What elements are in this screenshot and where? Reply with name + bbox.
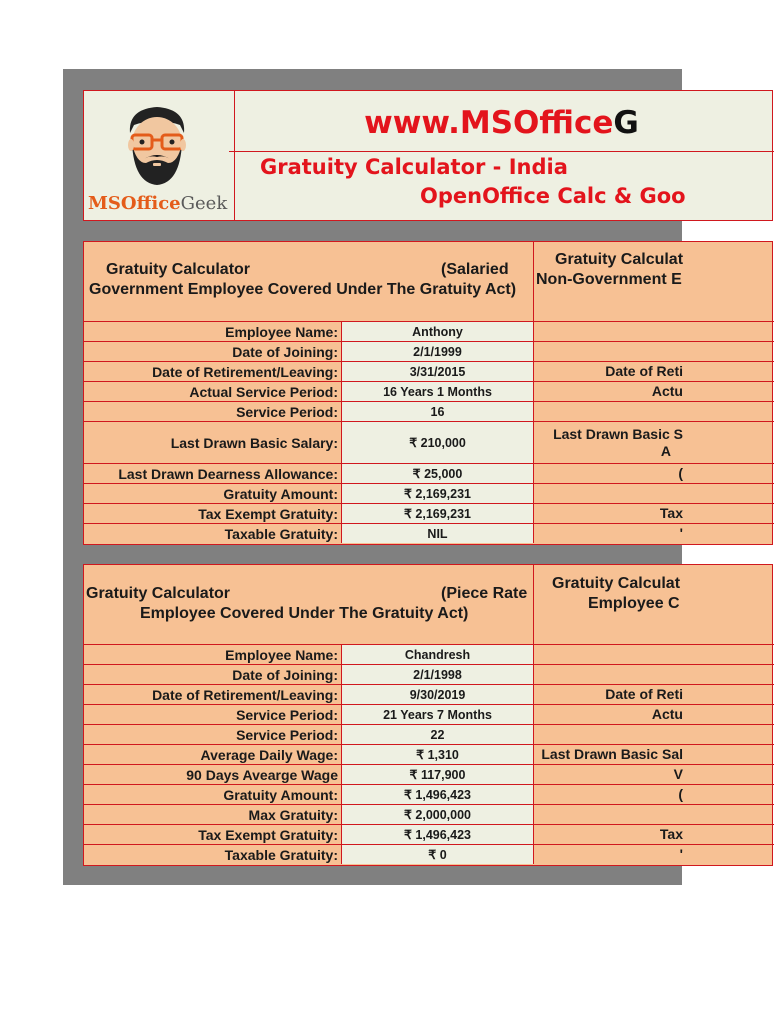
table-row <box>84 844 774 864</box>
right-label-line: Last Drawn Basic Sal <box>541 746 683 762</box>
right-field-label-text <box>553 426 683 460</box>
salaried-calculator-card <box>83 241 773 545</box>
subtitle-platforms: OpenOffice Calc & Goo <box>420 184 686 208</box>
right-label-line: ( <box>678 786 683 802</box>
right-field-label <box>534 765 683 784</box>
right-field-label-text <box>605 363 683 380</box>
right-field-label <box>534 745 683 764</box>
card1-right-title <box>534 242 774 321</box>
field-label: Taxable Gratuity: <box>84 524 342 543</box>
right-field-label <box>534 825 683 844</box>
right-label-line: Tax <box>659 505 683 521</box>
right-field-label <box>534 484 683 503</box>
field-label: Date of Retirement/Leaving: <box>84 685 342 704</box>
right-field-label <box>534 685 683 704</box>
field-label: Service Period: <box>84 705 342 724</box>
right-field-label <box>534 464 683 483</box>
right-field-label-text <box>680 525 683 542</box>
table-row <box>84 784 774 804</box>
field-value-cell[interactable]: 16 <box>342 402 534 421</box>
table-row <box>84 523 774 543</box>
card2-rows <box>84 644 774 864</box>
card1-right-title-line2: Non-Government E <box>536 271 682 288</box>
right-label-line: V <box>673 766 683 782</box>
field-value-cell[interactable]: ₹ 2,169,231 <box>342 484 534 503</box>
piece-rate-calculator-card <box>83 564 773 866</box>
spreadsheet-area <box>63 69 686 885</box>
header-banner <box>83 90 773 221</box>
field-label: Taxable Gratuity: <box>84 845 342 864</box>
logo-brand: MSOffice <box>88 193 181 214</box>
field-value-cell[interactable]: 22 <box>342 725 534 744</box>
right-field-label <box>534 645 683 664</box>
table-row <box>84 401 774 421</box>
card1-title-line1: Gratuity Calculator <box>106 261 251 278</box>
right-field-label-text <box>678 465 683 482</box>
field-label: Service Period: <box>84 402 342 421</box>
right-field-label <box>534 342 683 361</box>
table-row <box>84 764 774 784</box>
card2-right-title-line2: Employee C <box>588 595 680 612</box>
field-value-cell[interactable]: ₹ 117,900 <box>342 765 534 784</box>
field-value-cell[interactable]: 21 Years 7 Months <box>342 705 534 724</box>
right-field-label <box>534 845 683 864</box>
field-value-cell[interactable]: Anthony <box>342 322 534 341</box>
table-row <box>84 361 774 381</box>
logo-wordmark <box>88 193 227 214</box>
right-field-label-text <box>674 766 683 783</box>
table-row <box>84 684 774 704</box>
field-value-cell[interactable]: 2/1/1998 <box>342 665 534 684</box>
field-label: Service Period: <box>84 725 342 744</box>
right-field-label-text <box>678 786 683 803</box>
right-field-label <box>534 422 683 463</box>
card2-right-title <box>534 565 774 644</box>
table-row <box>84 724 774 744</box>
table-row <box>84 804 774 824</box>
field-value-cell[interactable]: 16 Years 1 Months <box>342 382 534 401</box>
field-label: Actual Service Period: <box>84 382 342 401</box>
card2-title-line1: Gratuity Calculator <box>86 585 231 602</box>
field-value-cell[interactable]: 9/30/2019 <box>342 685 534 704</box>
right-field-label-text <box>652 383 683 400</box>
right-label-line: ( <box>678 465 683 481</box>
table-row <box>84 421 774 463</box>
field-value-cell[interactable]: 2/1/1999 <box>342 342 534 361</box>
card1-rows <box>84 321 774 543</box>
table-row <box>84 321 774 341</box>
field-value-cell[interactable]: ₹ 2,000,000 <box>342 805 534 824</box>
table-row <box>84 463 774 483</box>
logo-suffix: Geek <box>180 193 228 214</box>
field-label: Gratuity Amount: <box>84 785 342 804</box>
table-row <box>84 704 774 724</box>
subtitle-calculator: Gratuity Calculator - India <box>260 155 568 179</box>
table-row <box>84 744 774 764</box>
field-value-cell[interactable]: ₹ 0 <box>342 845 534 864</box>
field-label: Tax Exempt Gratuity: <box>84 825 342 844</box>
right-field-label <box>534 322 683 341</box>
table-row <box>84 644 774 664</box>
field-label: Employee Name: <box>84 322 342 341</box>
site-suffix: G <box>613 105 639 141</box>
right-label-line: ' <box>679 846 683 862</box>
field-value-cell[interactable]: 3/31/2015 <box>342 362 534 381</box>
right-field-label-text <box>680 846 683 863</box>
right-field-label-text <box>541 746 683 763</box>
card1-title <box>84 242 534 321</box>
field-label: 90 Days Avearge Wage <box>84 765 342 784</box>
field-label: Average Daily Wage: <box>84 745 342 764</box>
card2-title-line2: (Piece Rate <box>441 585 528 602</box>
field-label: Last Drawn Dearness Allowance: <box>84 464 342 483</box>
right-label-line: A <box>660 442 671 459</box>
right-field-label-text <box>660 505 683 522</box>
right-label-line: Date of Reti <box>605 363 683 379</box>
right-field-label <box>534 402 683 421</box>
field-label: Tax Exempt Gratuity: <box>84 504 342 523</box>
table-row <box>84 381 774 401</box>
site-title <box>229 95 774 152</box>
field-value-cell[interactable]: ₹ 1,496,423 <box>342 785 534 804</box>
right-field-label <box>534 725 683 744</box>
right-field-label <box>534 805 683 824</box>
right-field-label <box>534 785 683 804</box>
card2-title-line3: Employee Covered Under The Gratuity Act) <box>140 605 469 622</box>
table-row <box>84 503 774 523</box>
field-label: Gratuity Amount: <box>84 484 342 503</box>
card1-title-line2: (Salaried <box>441 261 509 278</box>
field-label: Last Drawn Basic Salary: <box>84 422 342 463</box>
field-value-cell[interactable]: NIL <box>342 524 534 543</box>
field-value-cell[interactable]: ₹ 1,310 <box>342 745 534 764</box>
right-field-label <box>534 362 683 381</box>
table-row <box>84 483 774 503</box>
card1-title-line3: Government Employee Covered Under The Gratuity Act) <box>89 281 517 298</box>
right-label-line: ' <box>679 525 683 541</box>
card2-title <box>84 565 534 644</box>
field-value-cell[interactable]: ₹ 1,496,423 <box>342 825 534 844</box>
field-label: Date of Joining: <box>84 665 342 684</box>
right-field-label <box>534 665 683 684</box>
field-label: Date of Retirement/Leaving: <box>84 362 342 381</box>
site-prefix: www.MSOffice <box>364 105 614 141</box>
right-field-label <box>534 504 683 523</box>
field-label: Employee Name: <box>84 645 342 664</box>
right-field-label-text <box>652 706 683 723</box>
right-label-line: Tax <box>659 826 683 842</box>
table-row <box>84 824 774 844</box>
right-label-line: Date of Reti <box>605 686 683 702</box>
right-field-label <box>534 524 683 543</box>
right-label-line: Actu <box>651 706 683 722</box>
field-label: Max Gratuity: <box>84 805 342 824</box>
field-value-cell[interactable]: Chandresh <box>342 645 534 664</box>
right-field-label <box>534 705 683 724</box>
right-label-line: Last Drawn Basic S <box>553 425 683 442</box>
right-label-line: Actu <box>651 383 683 399</box>
field-value-cell[interactable]: ₹ 210,000 <box>342 422 534 463</box>
right-field-label-text <box>605 686 683 703</box>
right-field-label <box>534 382 683 401</box>
geek-face-icon <box>112 103 202 189</box>
field-value-cell[interactable]: ₹ 25,000 <box>342 464 534 483</box>
field-value-cell[interactable]: ₹ 2,169,231 <box>342 504 534 523</box>
table-row <box>84 664 774 684</box>
logo-cell <box>84 91 235 220</box>
field-label: Date of Joining: <box>84 342 342 361</box>
card2-right-title-line1: Gratuity Calculat <box>552 575 681 592</box>
card1-right-title-line1: Gratuity Calculat <box>555 251 684 268</box>
table-row <box>84 341 774 361</box>
right-field-label-text <box>660 826 683 843</box>
